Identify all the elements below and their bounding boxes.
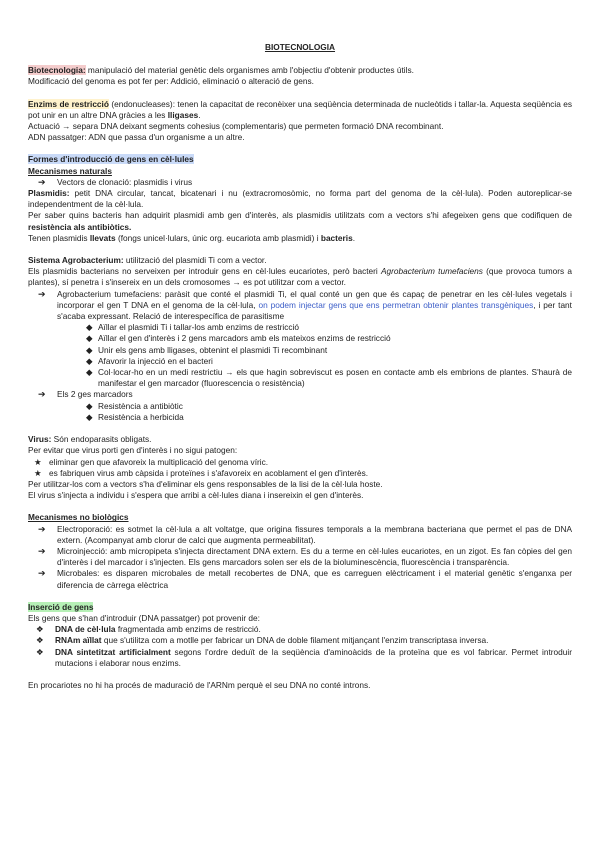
document-title: BIOTECNOLOGIA [264,42,336,52]
virus-definition: Virus: Són endoparasits obligats. [28,434,152,445]
fancy-diamond-icon: ❖ [36,635,44,646]
list-item: ➔ Microinjecció: amb micropipeta s'injecta directament DNA extern. Es du a terme en cèl·lules eucariotes, en un zigot. Es fan còpies del gen d'interès i del marcador i s'injecten. Els gens marcadors solen ser els de la bioluminescència, fluorescència i transparència. [28,546,572,568]
enzims-term: Enzims de restricció [28,98,109,109]
biotec-modification: Modificació del genoma es pot fer per: Addició, eliminació o alteració de gens. [28,76,314,87]
list-item: ➔ Electroporació: es sotmet la cèl·lula a alt voltatge, que origina fissures temporals a la membrana bacteriana que permet el pas de DNA extern. (Acompanyat amb clorur de calci que augmenta permeabilitat). [28,524,572,546]
list-item: ★ es fabriquen virus amb càpsida i proteïnes i s'afavoreix en acoblament el gen d'interès. [28,468,572,479]
biotec-definition: Biotecnologia: manipulació del material genètic dels organismes amb l'objectiu d'obtenir productes útils. [28,65,414,76]
list-item: ◆ Resistència a herbicida [86,411,184,422]
insercio-heading: Inserció de gens [28,601,94,612]
list-item: ❖ DNA de cèl·lula fragmentada amb enzims de restricció. [28,624,572,635]
agro-paragraph: Els plasmidis bacterians no serveixen per introduir gens en cèl·lules eucariotes, però bacteri Agrobacterium tumefaciens (que provoca tumors a plantes), sí penetra i s'insereix en un dels cromosomes → es pot utilitzar com a vector. [28,266,572,288]
arrow-icon: ➔ [38,389,46,400]
plasmidis-organismes: Tenen plasmidis llevats (fongs unicel·lulars, únic org. eucariota amb plasmidi) i bacteris. [28,232,356,243]
formes-heading: Formes d'introducció de gens en cèl·lules [28,154,194,165]
diamond-bullet-icon: ◆ [86,333,93,344]
list-item: ◆ Unir els gens amb lligases, obtenint el plasmidi Ti recombinant [86,344,328,355]
list-item: ❖ RNAm aïllat que s'utilitza com a motlle per fabricar un DNA de doble filament mitjançant l'enzim transcriptasa inversa. [28,635,572,646]
arrow-icon: ➔ [38,288,46,299]
diamond-bullet-icon: ◆ [86,367,93,378]
adn-passatger: ADN passatger: ADN que passa d'un organisme a un altre. [28,132,245,143]
star-icon: ★ [34,467,42,478]
diamond-bullet-icon: ◆ [86,400,93,411]
plasmidis-resistencia: Per saber quins bacteris han adquirit plasmidi amb gen d'interès, als plasmidis utilitzats com a vectors s'hi afegeixen gens que codifiquen de resistència als antibiòtics. [28,210,572,232]
link-text: on podem injectar gens que ens permetran obtenir plantes transgèniques [258,299,534,310]
list-item: ➔ Microbales: es disparen microbales de metall recobertes de DNA, que es carreguen elèctricament i el material genètic s'enganxa per diferencia de càrrega elèctrica [28,568,572,590]
list-item: ➔ Agrobacterium tumefaciens: paràsit que conté el plasmidi Ti, el qual conté un gen que és capaç de penetrar en les cèl·lules vegetals i incorporar el gen T DNA en el genoma de la cèl·lula, on podem injectar gens que ens permetran obtenir plantes transgèniques, i per tant s'acaba expressant. Relació de interespecífica de parasitisme [28,289,572,323]
list-item: ❖ DNA sintetitzat artificialment segons l'ordre deduït de la seqüència d'aminoàcids de la proteïna que es vol fabricar. Permet introduir mutacions i elaborar nous enzims. [28,647,572,669]
diamond-bullet-icon: ◆ [86,411,93,422]
virus-injecta: El virus s'injecta a individu i s'espera que arribi a cèl·lules diana i insereixin el gen d'interès. [28,490,364,501]
virus-utilitzar: Per utilitzar-los com a vectors s'ha d'eliminar els gens responsables de la lisi de la cèl·lula hoste. [28,478,383,489]
arrow-icon: ➔ [38,568,46,579]
fancy-diamond-icon: ❖ [36,646,44,657]
fancy-diamond-icon: ❖ [36,624,44,635]
enzims-definition: Enzims de restricció (endonucleases): tenen la capacitat de reconèixer una seqüència determinada de nucleòtids i tallar-la. Aquesta seqüència es pot unir en un altre DNA gràcies a les lligases. [28,98,572,120]
procariotes-note: En procariotes no hi ha procés de maduració de l'ARNm perquè el seu DNA no conté introns. [28,679,371,690]
star-icon: ★ [34,456,42,467]
biotec-term: Biotecnologia: [28,65,86,76]
virus-evitar: Per evitar que virus porti gen d'interès i no sigui patogen: [28,445,238,456]
list-item: ◆ Afavorir la injecció en el bacteri [86,355,213,366]
arrow-icon: ➔ [38,176,46,187]
naturals-heading: Mecanismes naturals [28,165,112,176]
arrow-icon: ➔ [38,523,46,534]
insercio-intro: Els gens que s'han d'introduir (DNA passatger) pot provenir de: [28,612,260,623]
list-item: ◆ Col·locar-ho en un medi restrictiu → els que hagin sobreviscut es posen en contacte amb els embrions de plantes. S'haurà de manifestar el gen marcador (fluorescencia o resistència) [86,367,572,389]
diamond-bullet-icon: ◆ [86,355,93,366]
list-item: ◆ Aïllar el gen d'interès i 2 gens marcadors amb els mateixos enzims de restricció [86,333,391,344]
list-item: ➔ Vectors de clonació: plasmidis i virus [28,177,572,188]
plasmidis-definition: Plasmidis: petit DNA circular, tancat, bicatenari i nu (extracromosòmic, no forma part del genoma de la cèl·lula). Poden autoreplicar-se independentment de la cèl·lula. [28,188,572,210]
diamond-bullet-icon: ◆ [86,322,93,333]
diamond-bullet-icon: ◆ [86,344,93,355]
list-item: ➔ Els 2 ges marcadors [28,389,572,400]
arrow-icon: ➔ [38,545,46,556]
agro-definition: Sistema Agrobacterium: utilització del plasmidi Ti com a vector. [28,255,267,266]
enzims-actuacio: Actuació → separa DNA deixant segments cohesius (complementaris) que permeten formació DNA recombinant. [28,121,444,132]
list-item: ◆ Resistència a antibiòtic [86,400,183,411]
list-item: ◆ Aïllar el plasmidi Ti i tallar-los amb enzims de restricció [86,322,300,333]
list-item: ★ eliminar gen que afavoreix la multiplicació del genoma víric. [28,457,572,468]
nobio-heading: Mecanismes no biològics [28,512,129,523]
